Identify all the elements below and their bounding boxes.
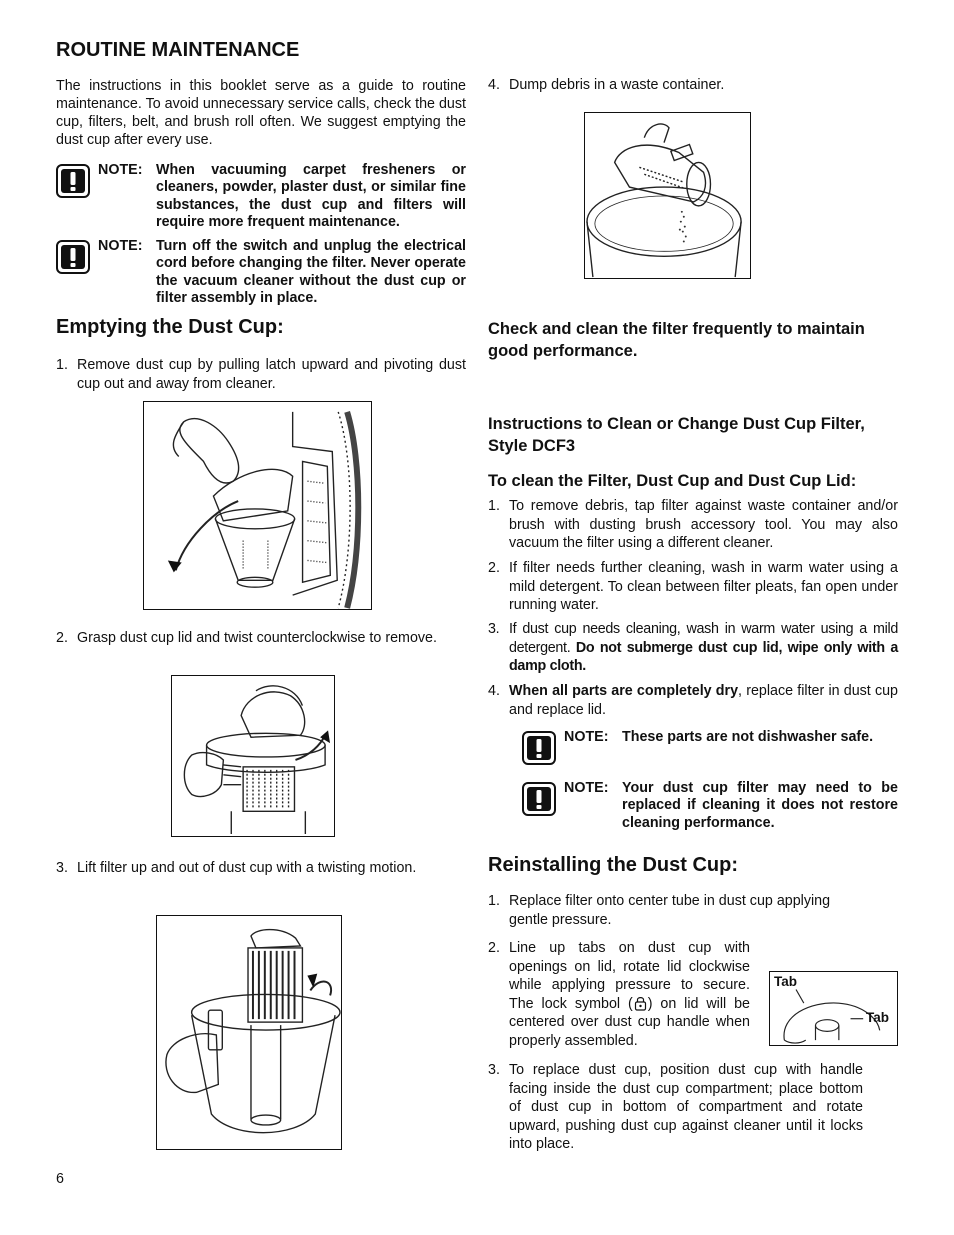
check-clean-heading: Check and clean the filter frequently to maintain good performance. xyxy=(488,320,865,360)
clean-step-2 xyxy=(488,559,898,615)
step-number: 4. xyxy=(488,683,500,699)
figure-lift-filter xyxy=(156,915,342,1150)
step-number: 1. xyxy=(56,357,68,373)
step-text: Lift filter up and out of dust cup with a twisting motion. xyxy=(77,860,417,876)
step-text: To replace dust cup, position dust cup with handle facing inside the dust cup compartment; place bottom of dust cup in bottom of compartment and rotate upward, pushing dust cup against cleaner until it locks into place. xyxy=(509,1062,863,1153)
note-replace-filter xyxy=(522,780,898,832)
clean-step-4 xyxy=(488,682,898,719)
emptying-step-4 xyxy=(488,76,898,95)
reinstall-step-1 xyxy=(488,892,868,929)
tab-label-right: Tab xyxy=(866,1010,889,1025)
page-heading: ROUTINE MAINTENANCE xyxy=(56,39,300,61)
clean-title: To clean the Filter, Dust Cup and Dust Cup Lid: xyxy=(488,472,857,490)
warning-icon xyxy=(522,731,556,765)
note-text: These parts are not dishwasher safe. xyxy=(622,729,874,745)
tab-label-top: Tab xyxy=(774,974,797,989)
emptying-step-3 xyxy=(56,859,466,878)
step-number: 1. xyxy=(488,893,500,909)
step-text: Replace filter onto center tube in dust cup applying gentle pressure. xyxy=(509,893,831,928)
step-number: 2. xyxy=(488,560,500,576)
step-number: 1. xyxy=(488,498,500,514)
step-text: Dump debris in a waste container. xyxy=(509,77,725,93)
clean-step-3 xyxy=(488,620,898,676)
step-number: 2. xyxy=(488,940,500,956)
step-text: If dust cup needs cleaning, wash in warm water using a mild detergent. Do not submerge dust cup lid, wipe only with a damp cloth. xyxy=(509,621,898,675)
emptying-step-2 xyxy=(56,629,466,648)
step-number: 4. xyxy=(488,77,500,93)
step-text: Line up tabs on dust cup with openings on lid, rotate lid clockwise while applying pressure to secure. The lock symbol ( ) on lid will be centered over dust cup handle when properly assembled. xyxy=(509,940,750,1049)
reinstall-step-3 xyxy=(488,1061,863,1154)
note-dishwasher xyxy=(522,729,898,765)
note-fine-substances xyxy=(56,162,466,231)
note-label: NOTE: xyxy=(98,238,143,254)
page-number: 6 xyxy=(56,1171,64,1187)
instructions-title: Instructions to Clean or Change Dust Cup Filter, Style DCF3 xyxy=(488,415,865,455)
warning-icon xyxy=(56,240,90,274)
step-number: 3. xyxy=(488,1062,500,1078)
warning-icon xyxy=(56,164,90,198)
note-text: Your dust cup filter may need to be replaced if cleaning it does not restore cleaning performance. xyxy=(622,780,898,831)
clean-step-1 xyxy=(488,497,898,553)
emptying-step-1 xyxy=(56,356,466,393)
step-text: Grasp dust cup lid and twist counterclockwise to remove. xyxy=(77,630,437,646)
warning-icon xyxy=(522,782,556,816)
step-text: To remove debris, tap filter against waste container and/or brush with dusting brush accessory tool. You may also vacuum the filter using a different cleaner. xyxy=(509,498,898,552)
step-number: 2. xyxy=(56,630,68,646)
step-text: If filter needs further cleaning, wash in warm water using a mild detergent. To clean between filter pleats, fan open under running water. xyxy=(509,560,898,614)
note-text: When vacuuming carpet fresheners or cleaners, powder, plaster dust, or similar fine substances, the dust cup and filters will require more frequent maintenance. xyxy=(156,162,466,230)
lock-icon xyxy=(634,995,647,1011)
step-number: 3. xyxy=(488,621,500,637)
reinstall-step-2 xyxy=(488,939,750,1051)
intro-paragraph: The instructions in this booklet serve as a guide to routine maintenance. To avoid unnecessary service calls, check the dust cup, filters, belt, and brush roll often. We suggest emptying the dust cup after every use. xyxy=(56,78,466,148)
step-number: 3. xyxy=(56,860,68,876)
note-label: NOTE: xyxy=(564,729,609,745)
emptying-title: Emptying the Dust Cup: xyxy=(56,316,284,338)
note-turn-off xyxy=(56,238,466,307)
note-label: NOTE: xyxy=(564,780,609,796)
figure-tab-diagram xyxy=(769,971,898,1046)
figure-remove-dust-cup xyxy=(143,401,372,610)
note-label: NOTE: xyxy=(98,162,143,178)
step-text: Remove dust cup by pulling latch upward and pivoting dust cup out and away from cleaner. xyxy=(77,357,466,392)
figure-dump-debris xyxy=(584,112,751,279)
reinstalling-title: Reinstalling the Dust Cup: xyxy=(488,854,738,876)
figure-twist-lid xyxy=(171,675,335,837)
note-text: Turn off the switch and unplug the electrical cord before changing the filter. Never operate the vacuum cleaner without the dust cup or filter assembly in place. xyxy=(156,238,466,306)
step-text: When all parts are completely dry, replace filter in dust cup and replace lid. xyxy=(509,683,898,718)
